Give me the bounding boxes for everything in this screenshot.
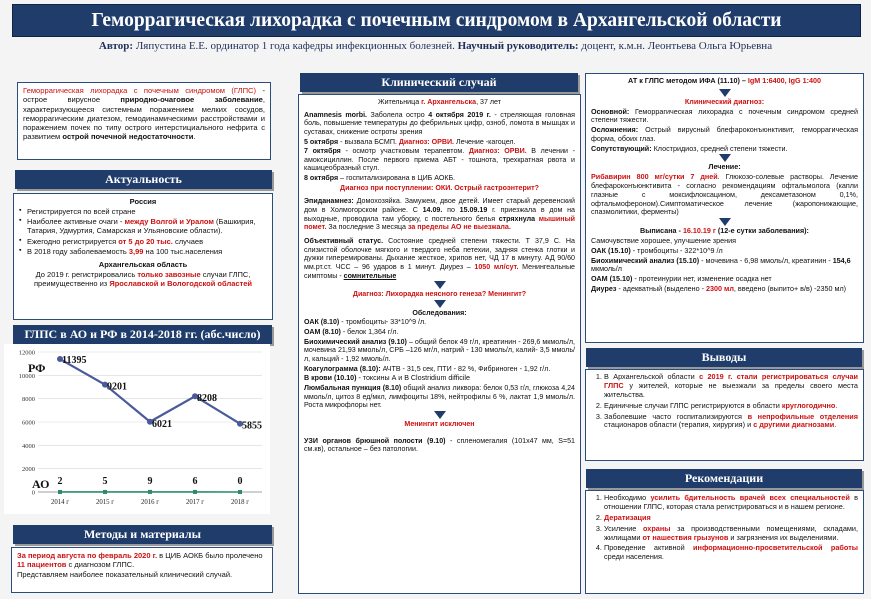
methods-text-part: в ЦИБ АОКБ было пролечено [157, 551, 263, 560]
y-tick-label: 0 [31, 489, 35, 497]
region-text-highlight: только завозные [137, 269, 201, 279]
conclusion-text: у жителей, которые не выезжали за пределы своего места жительства. [604, 380, 858, 399]
intro-text-5: . [193, 132, 196, 142]
exam-text: - тромбоциты- 33*10^9 /л. [339, 318, 427, 327]
clinical-dx-title: Клинический диагноз: [684, 96, 765, 106]
status-text: Менингеальные симптомы - [304, 262, 575, 280]
data-point [148, 490, 152, 494]
exam-blood [304, 374, 575, 383]
discharge-exam: Диурез [591, 283, 617, 293]
region-text [19, 270, 267, 288]
supervisor-text: доцент, к.м.н. Леонтьева Ольга Юрьевна [581, 40, 773, 52]
epid-text: За последние 3 месяца [326, 223, 408, 232]
region-text-highlight: Ярославской и Вологодской областей [109, 279, 253, 289]
discharge-item: Самочувствие хорошее, улучшение зрения [591, 235, 736, 245]
event-text: Лечение -кагоцел. [454, 137, 516, 146]
russia-item-text: на 100 тыс.населения [143, 246, 223, 256]
arrow-down-icon [434, 281, 446, 289]
exam-usi [304, 437, 575, 454]
intro-text-2: природно-очаговое заболевание [120, 95, 263, 105]
author-line [0, 40, 871, 53]
y-tick-label: 12000 [18, 349, 35, 357]
case-header: Клинический случай [300, 73, 578, 92]
recommendations-header: Рекомендации [586, 469, 862, 488]
data-label: 6021 [152, 418, 172, 430]
poster-title: Геморрагическая лихорадка с почечным синдромом в Архангельской области [12, 4, 861, 37]
russia-item [19, 217, 267, 235]
intro-text-3: , характеризующееся системным поражением мелких сосудов, геморрагическим диатезом, гемодинамическими расстройствами и поражением почек по типу острого интерстициального нефрита с развитием [23, 95, 265, 142]
y-tick-label: 6000 [22, 419, 35, 427]
x-tick-label: 2014 г [50, 499, 70, 506]
conclusion-text: Заболевшие часто госпитализируются [604, 411, 748, 421]
epid-label: Эпиданамнез: [304, 197, 354, 206]
conclusion-text: Единичные случаи ГЛПС регистрируются в области [604, 400, 782, 410]
intro-lead: Геморрагическая лихорадка с почечным синдромом (ГЛПС) [23, 86, 257, 95]
russia-item-text: Наиболее активные очаги - [27, 217, 125, 227]
methods-period: За период августа по февраль 2020 г. [17, 551, 158, 560]
chart-header: ГЛПС в АО и РФ в 2014-2018 гг. (абс.число) [13, 325, 272, 344]
case-resident-part: Жительница [378, 98, 422, 106]
dx-text: Клостридиоз, средней степени тяжести. [651, 143, 788, 153]
data-point [103, 490, 107, 494]
russia-item [19, 247, 267, 256]
arrow-down-icon [719, 89, 731, 97]
case-resident-part: , 37 лет [476, 98, 501, 106]
discharge-text: - мочевина - 6,98 ммоль/л, креатинин - [699, 255, 833, 265]
discharge-item [591, 247, 858, 256]
exam-label: Люмбальная пункция (8.10) [304, 383, 402, 392]
diagnosis-box [585, 73, 864, 343]
data-label: 8208 [197, 393, 217, 405]
exam-lp [304, 384, 575, 410]
exam-coag [304, 365, 575, 374]
dx-main [591, 108, 858, 126]
status-text: Состояние средней степени тяжести. Т 37,9 С. На слизистой оболочке мягкого и твердого неба петехии, задняя стенка глотки и дужки гиперемированы. Дыхание жесткое, хрипов нет, ЧД 17 в минуту. АД 90/60 мм.рт.ст. ЧСС – 96 ударов в 1 минут. Диурез – [304, 236, 575, 271]
exam-text: – общий белок 49 г/л, креатинин - 269,6 мкмоль/л, мочевина 21,93 ммоль/л, СРБ –126 мг/л, натрий - 130 ммоль/л, калий- 3,5 ммоль/л, кальций - 1,92 ммоль/л. [304, 337, 575, 364]
epid-highlight: мышиный помет. [304, 214, 575, 232]
epid-emph: стряхнула [498, 214, 539, 223]
data-point [58, 490, 62, 494]
russia-item-highlight: от 5 до 20 тыс. [118, 236, 173, 246]
russia-item-text: случаев [172, 236, 204, 246]
recommendation-highlight: охраны [642, 523, 671, 533]
exam-label: В крови (10.10) [304, 374, 357, 383]
y-tick-label: 8000 [22, 396, 35, 404]
exam-text: общий анализ ликвора: белок 0,53 г/л, глюкоза 4,24 ммоль/л, цитоз 8 ед/мкл, лимфоциты 18%, нейтрофилы 6 %, лактат 1,9 ммоль/л. Роста микрофлоры нет. [304, 383, 575, 410]
line-chart [4, 344, 270, 514]
data-label: 9 [147, 475, 153, 487]
dx-text: Геморрагическая лихорадка с почечным синдромом средней степени тяжести. [591, 106, 858, 125]
event-diagnosis: Диагноз: ОРВИ. [468, 147, 527, 156]
recommendation-item [604, 525, 858, 543]
event-date: 8 октября [304, 174, 339, 183]
conclusion-item [604, 413, 858, 431]
conclusion-item [604, 402, 858, 411]
discharge-title [591, 227, 858, 236]
data-label: 6 [192, 475, 198, 487]
exam-text: - спленомегалия (101х47 мм, S=51 см.кв), остальное – без патологии. [304, 436, 576, 454]
exam-text: АЧТВ - 31,5 сек, ПТИ - 82 %, Фибриноген - 1,92 г/л. [380, 364, 551, 373]
conclusions-list [591, 373, 858, 430]
recommendation-item [604, 544, 858, 562]
recommendation-text: и загрязнения их выделениями. [728, 532, 839, 542]
conclusions-header: Выводы [586, 348, 862, 367]
case-box [298, 94, 581, 594]
y-tick-label: 10000 [18, 372, 35, 380]
data-point [193, 490, 197, 494]
arrow-down-icon [719, 154, 731, 162]
admission-diagnosis: Диагноз при поступлении: ОКИ. Острый гастроэнтерит? [340, 183, 539, 192]
arrow-down-icon [719, 218, 731, 226]
russia-item-text: (Башкирия, Татария, Удмуртия, Самарская и Ульяновские области). [27, 217, 256, 236]
discharge-item [591, 275, 858, 284]
methods-note: Представляем наиболее показательный клинический случай. [17, 570, 233, 580]
data-label: 5855 [242, 420, 262, 432]
data-point [238, 490, 242, 494]
series-name-label: АО [32, 477, 50, 491]
anamnesis-text: Заболела остро [367, 110, 429, 119]
exam-label: Биохимический анализ (9.10) [304, 337, 407, 346]
discharge-item [591, 285, 858, 294]
discharge-label: Выписана - [640, 226, 683, 236]
russia-item [19, 207, 267, 216]
exam-label: Коагулограмма (8.10): [304, 364, 381, 373]
y-tick-label: 2000 [22, 466, 35, 474]
ifa-result [591, 77, 858, 86]
recommendations-list [591, 494, 858, 562]
russia-title: Россия [129, 197, 157, 206]
data-label: 11395 [62, 355, 87, 367]
series-name-label: РФ [28, 361, 46, 376]
anamnesis-text: - стреляющая головная боль, повышение температуры до фебрильных цифр, озноб, ломота в мышцах и суставах, снижение остроты зрения [304, 110, 575, 136]
treatment-drug: Рибавирин 800 мг/сутки 7 дней [591, 172, 718, 182]
dx-concomitant [591, 145, 858, 154]
intro-text-1: - острое вирусное [23, 86, 265, 105]
supervisor-label: Научный руководитель: [457, 40, 579, 52]
y-tick-label: 4000 [22, 442, 35, 450]
epid-text: по [442, 206, 460, 215]
russia-list [19, 207, 267, 256]
recommendation-highlight: Дератизация [604, 512, 651, 522]
intro-text-4: острой почечной недостаточности [62, 132, 194, 142]
x-tick-label: 2015 г [95, 499, 115, 506]
recommendation-highlight: усилить бдительность врачей всех специальностей [650, 493, 850, 502]
methods-box [11, 547, 273, 593]
discharge-value: 154,6 [832, 255, 851, 265]
discharge-text: мкмоль/л [591, 264, 622, 274]
russia-item-text: В 2018 году заболеваемость [27, 246, 129, 256]
methods-header: Методы и материалы [13, 525, 272, 544]
conclusion-highlight: в непрофильные отделения [747, 411, 858, 421]
discharge-text: - протеинурии нет, изменение осадка нет [632, 274, 772, 284]
recommendation-highlight: от нашествия грызунов [642, 532, 729, 542]
event-oct5 [304, 138, 575, 147]
conclusion-item [604, 373, 858, 400]
recommendation-text: в отношении ГЛПС, которая стала регистрироваться и в нашем регионе. [604, 493, 858, 511]
recommendation-highlight: информационно-просветительской работы [693, 543, 858, 553]
ifa-values: IgM 1:6400, IgG 1:400 [747, 76, 821, 85]
exam-label: УЗИ органов брюшной полости (9.10) [304, 436, 446, 445]
conclusion-text: . [835, 400, 838, 410]
anamnesis-label: Anamnesis morbi. [304, 110, 368, 119]
region-title: Архангельская область [98, 259, 188, 269]
event-date: 7 октября [304, 147, 341, 156]
discharge-value: 2300 мл [706, 283, 734, 293]
exam-bio [304, 338, 575, 364]
methods-text-part: с диагнозом ГЛПС. [66, 560, 135, 570]
ifa-label: АТ к ГЛПС методом ИФА (11.10) – [627, 76, 748, 85]
data-label: 5 [102, 475, 108, 487]
recommendation-text: Проведение активной [604, 543, 694, 553]
working-diagnosis: Диагноз: Лихорадка неясного генеза? Менингит? [352, 290, 527, 299]
dx-label: Осложнения: [591, 125, 639, 135]
discharge-text: - адекватный (выделено - [616, 283, 707, 293]
recommendation-text: Усиление [604, 523, 643, 533]
methods-text [17, 551, 267, 569]
status-highlight: 1050 мл/сут. [474, 262, 519, 271]
case-resident-city: г. Архангельска [421, 98, 477, 106]
epid-highlight: за пределы АО не выезжала. [407, 223, 511, 232]
meningitis-excluded: Менингит исключен [404, 419, 475, 428]
actuality-header: Актуальность [15, 170, 272, 189]
region-text-part: случаи ГЛПС, преимущественно из [33, 269, 251, 289]
exam-title: Обследования: [412, 308, 467, 317]
recommendation-text: Необходимо [604, 493, 651, 502]
author-text: Ляпустина Е.Е. ординатор 1 года кафедры инфекционных болезней. [135, 40, 455, 52]
data-label: 9201 [107, 381, 127, 393]
actuality-box [13, 193, 273, 320]
recommendation-text: среди населения. [604, 552, 664, 562]
intro-box [17, 82, 271, 160]
event-text: - осмотр участковым терапевтом. [340, 147, 469, 156]
x-tick-label: 2018 г [230, 499, 250, 506]
chart-area [4, 344, 270, 514]
case-resident [304, 98, 575, 107]
event-text: - вызвала БСМП. [338, 137, 399, 146]
arrow-down-icon [434, 411, 446, 419]
data-label: 0 [237, 476, 243, 487]
data-label: 2 [57, 475, 63, 487]
epid-date: 15.09.19 [459, 206, 488, 215]
treatment-text [591, 173, 858, 217]
objective-status [304, 237, 575, 280]
exam-text: - белок 1,364 г/л. [340, 328, 399, 337]
discharge-text: - тромбоциты - 322*10^9 /л [630, 245, 723, 255]
exam-oam [304, 328, 575, 337]
methods-patients: 11 пациентов [17, 560, 67, 570]
anamnesis [304, 111, 575, 137]
arrow-down-icon [434, 300, 446, 308]
conclusion-highlight: с другими диагнозами [753, 420, 835, 430]
treatment-details: . Глюкозо-солевые растворы. Лечение блефароконъюнктивита - согласно рекомендациям офтальмолога (капли глазные с моксифлоксацином, дексаметазоном 0,1%, офтальмофероном).Симптоматическое лечение (жаропонижающие, спазмолитики, ферменты) [591, 172, 858, 217]
discharge-text: , введено (выпито+ в/в) -2350 мл) [733, 283, 847, 293]
event-oct7 [304, 147, 575, 173]
recommendations-box [585, 490, 864, 594]
dx-text: Острый вирусный блефароконъюнктивит, геморрагическая форма, обоих глаз. [591, 125, 858, 143]
russia-item-text: Регистрируется по всей стране [27, 207, 136, 217]
exam-label: ОАК (8.10) [304, 318, 340, 327]
conclusion-text: В Архангельской области [604, 372, 700, 381]
epid-anamnesis [304, 197, 575, 232]
anamnesis-date: 4 октября 2019 г. [428, 110, 491, 119]
epid-date: 14.09. [422, 206, 443, 215]
event-text: В лечении - амоксициллин. После первого приема АБТ - тошнота, трехкратная рвота и кашицеобразный стул. [304, 147, 575, 173]
dx-label: Сопутствующий: [591, 143, 652, 153]
conclusion-text: стационаров области (терапия, хирургия) и [604, 420, 754, 430]
conclusion-text: . [834, 420, 837, 430]
event-oct8 [304, 174, 575, 183]
epid-text: г. приезжала в дом на выходные, проводила там уборку, с постельного белья [304, 206, 575, 223]
russia-item-text: Ежегодно регистрируется [27, 236, 119, 246]
discharge-item [591, 257, 858, 275]
author-label: Автор: [98, 40, 134, 52]
event-diagnosis: Диагноз: ОРВИ. [398, 137, 455, 146]
russia-item-highlight: 3,99 [128, 246, 144, 256]
dx-label: Основной: [591, 106, 630, 116]
russia-item [19, 237, 267, 246]
event-text: – госпитализирована в ЦИБ АОКБ. [338, 174, 456, 183]
discharge-date: 16.10.19 г [682, 226, 716, 236]
region-text-part: До 2019 г. регистрировались [35, 269, 138, 279]
exam-oak [304, 318, 575, 327]
russia-item-highlight: между Волгой и Уралом [124, 217, 214, 227]
status-emph: сомнительные [343, 271, 397, 280]
recommendation-item [604, 494, 858, 512]
treatment-title: Лечение: [708, 162, 741, 172]
exam-label: ОАМ (8.10) [304, 328, 341, 337]
dx-complications [591, 126, 858, 144]
exam-text: - токсины А и В Clostridium difficile [356, 374, 470, 383]
discharge-exam: ОАК (15.10) [591, 245, 631, 255]
event-date: 5 октября [304, 137, 339, 146]
series-line [60, 359, 240, 424]
epid-text: Домохозяйка. Замужем, двое детей. Имеет старый деревенский дом в Холмогорском районе. С [304, 197, 575, 215]
discharge-exam: ОАМ (15.10) [591, 274, 633, 284]
x-tick-label: 2016 г [140, 499, 160, 506]
conclusions-box [585, 369, 864, 461]
recommendation-text: за производственными помещениями, складами, жилищами [604, 523, 858, 542]
status-label: Объективный статус. [304, 236, 384, 245]
x-tick-label: 2017 г [185, 499, 205, 506]
discharge-exam: Биохимический анализ (15.10) [591, 255, 700, 265]
conclusion-highlight: с 2019 г. стали регистрироваться случаи ГЛПС [604, 372, 858, 390]
discharge-label: (12-е сутки заболевания): [715, 226, 809, 236]
recommendation-item [604, 514, 858, 523]
conclusion-highlight: круглогодично [781, 400, 836, 410]
